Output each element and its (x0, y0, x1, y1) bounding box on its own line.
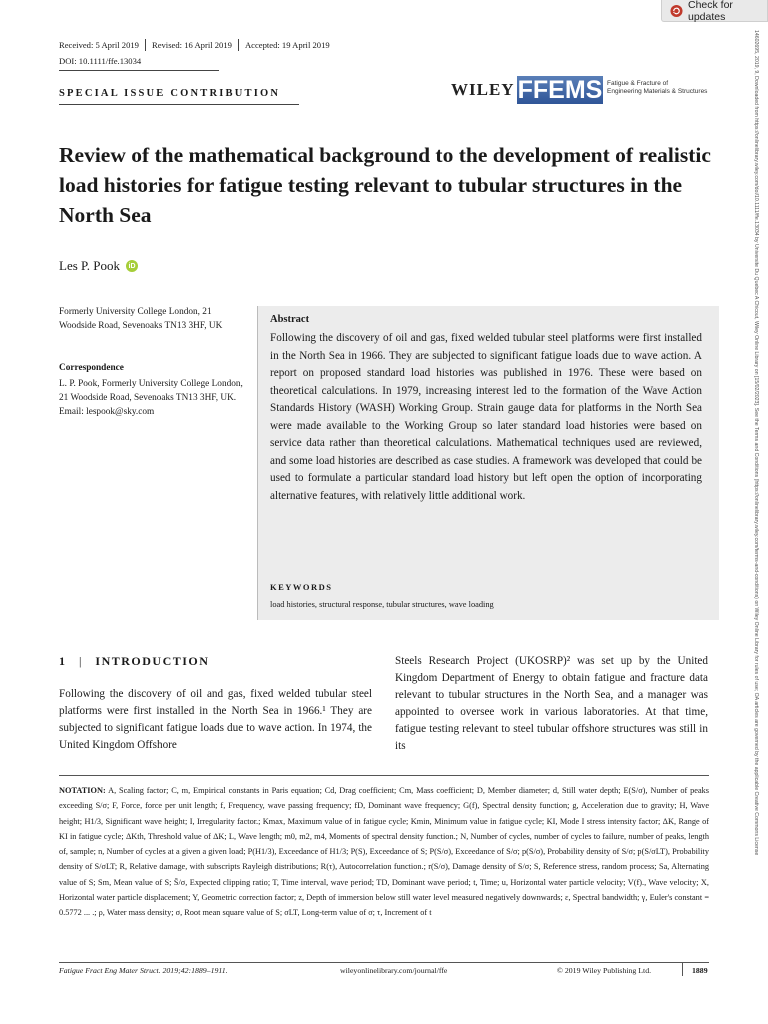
divider (59, 962, 709, 963)
revised-date: Revised: 16 April 2019 (145, 39, 238, 51)
notation-block (59, 783, 709, 921)
correspondence-address: L. P. Pook, Formerly University College London, 21 Woodside Road, Sevenoaks TN13 3HF, UK. (59, 379, 243, 403)
ffems-logo: FFEMS (517, 76, 603, 104)
footer-url[interactable]: wileyonlinelibrary.com/journal/ffe (340, 966, 448, 975)
journal-name-line2: Engineering Materials & Structures (607, 88, 708, 95)
footer-copyright: © 2019 Wiley Publishing Ltd. (557, 966, 652, 975)
author-name[interactable]: Les P. Pook (59, 258, 121, 273)
intro-text-right: Steels Research Project (UKOSRP)² was set up by the United Kingdom Department of Energy to obtain fatigue and fracture data relevant to tubular structures in the North Sea, and a manager was appointed to oversee work in various laboratories. At that time, fatigue testing relevant to steel tubular offshore structures was still in its (395, 655, 708, 752)
refresh-icon (670, 4, 683, 18)
correspondence (59, 377, 249, 419)
abstract-text: Following the discovery of oil and gas, fixed welded tubular steel platforms were first installed in the North Sea in 1966. They are subjected to significant fatigue loads due to wave action. A report on proposed standard load histories was published in 1976. These were based on theoretical calculations. In 1979, increasing interest led to the formation of the Wave Action Standards History (WASH) Working Group. Strain gauge data for platforms in the North Sea were made available to the Working Group so later standard load histories were based on service data rather than theoretical calculations. Mathematical techniques used are reviewed, and some load histories are described as case studies. A framework was developed that could be used to formulate a particular standard load history but left open the option of incorporating alternative features, with relatively little additional work. (270, 332, 702, 502)
article-dates (59, 39, 336, 51)
section-heading: 1 | INTRODUCTION (59, 654, 210, 668)
footer-citation: Fatigue Fract Eng Mater Struct. 2019;42:1889–1911. (59, 966, 228, 975)
correspondence-heading: Correspondence (59, 363, 124, 373)
download-notice: 14602695, 2019, 9, Downloaded from https://onlinelibrary.wiley.com/doi/10.1111/ffe.13034 by Universite Du Quebec A Chicout, Wiley Online Library on [15/02/2023]. See the Terms and Conditions (https://onlinelibrary.wiley.com/terms-and-conditions) on Wiley Online Library for rules of use; OA articles are governed by the applicable Creative Commons License (753, 30, 759, 856)
divider (59, 104, 299, 105)
abstract-heading: Abstract (270, 314, 310, 325)
keywords: load histories, structural response, tubular structures, wave loading (270, 600, 494, 609)
accepted-date: Accepted: 19 April 2019 (238, 39, 336, 51)
notation-text: A, Scaling factor; C, m, Empirical constants in Paris equation; Cd, Drag coefficient; Cm, Mass coefficient; D, Member diameter; d, Still water depth; E(S/σ), Number of peaks exceeding S/σ; F, Force, force per unit length; f, Frequency, wave passing frequency; fD, Dominant wave frequency; G(f), Spectral density function; g, Acceleration due to gravity; H, Wave height; H1/3, Significant wave height; I, Irregularity factor.; Kmax, Maximum value of in fatigue cycle; Kmin, Minimum value in fatigue cycle; KI, Mode I stress intensity factor; ΔK, Range of KI in fatigue cycle; ΔKth, Threshold value of ΔK; L, Wave length; m0, m2, m4, Moments of spectral density function.; N, Number of cycles, number of cycles to failure, number of peaks, length of, sample; n, Number of cycles at a given a given load; P(H1/3), Exceedance of H1/3; P(S), Exceedance of S; P(S/σ), Exceedance of S/σ; p(S/σ), Probability density of S/σ; p(S/σLT), Probability density of S/σLT; R, Relative damage, with subscripts Rayleigh distributions; R(τ), Autocorrelation function.; r(S/σ), Damage density of S/σ; S, Reference stress, random process; Sa, Alternating value of S; Sm, Mean value of S; S̄/σ, Expected clipping ratio; T, Time interval, wave period; TD, Dominant wave period; t, Time; u, Horizontal water particle velocity; V(f)., Wave velocity; X, Horizontal water particle displacement; Y, Geometric correction factor; z, Depth of immersion below still water level measured negatively downwards; ε, Spectral bandwidth; γ, Euler's constant = 0.5772 ... .; ρ, Water mass density; σ, Root mean square value of S; σLT, Long-term value of σ; τ, Increment of t (59, 786, 710, 918)
correspondence-email[interactable]: Email: lespook@sky.com (59, 407, 155, 417)
section-label: SPECIAL ISSUE CONTRIBUTION (59, 88, 281, 99)
check-for-updates-label: Check for updates (687, 0, 733, 23)
check-for-updates-button[interactable] (661, 0, 768, 22)
divider (682, 962, 683, 976)
divider (59, 70, 219, 71)
journal-name-line1: Fatigue & Fracture of (607, 80, 669, 87)
page-number: 1889 (692, 966, 708, 975)
keywords-heading: KEYWORDS (270, 582, 333, 592)
doi-link[interactable]: DOI: 10.1111/ffe.13034 (59, 56, 142, 66)
intro-text-left: Following the discovery of oil and gas, fixed welded tubular steel platforms were first installed in the North Sea in 1966.¹ They are subjected to significant fatigue loads due to wave action. In 1974, the United Kingdom Offshore (59, 688, 372, 751)
article-title: Review of the mathematical background to the development of realistic load histories for fatigue testing relevant to tubular structures in the North Sea (59, 143, 711, 227)
affiliation: Formerly University College London, 21 Woodside Road, Sevenoaks TN13 3HF, UK (59, 307, 223, 331)
orcid-icon[interactable]: iD (126, 260, 138, 272)
notation-label: NOTATION: (59, 786, 106, 795)
received-date: Received: 5 April 2019 (59, 40, 139, 50)
author-block (59, 258, 138, 274)
section-number: 1 (59, 654, 67, 668)
journal-name (607, 80, 717, 96)
divider (59, 775, 709, 776)
wiley-logo: WILEY (451, 80, 515, 99)
section-title: INTRODUCTION (95, 654, 210, 668)
